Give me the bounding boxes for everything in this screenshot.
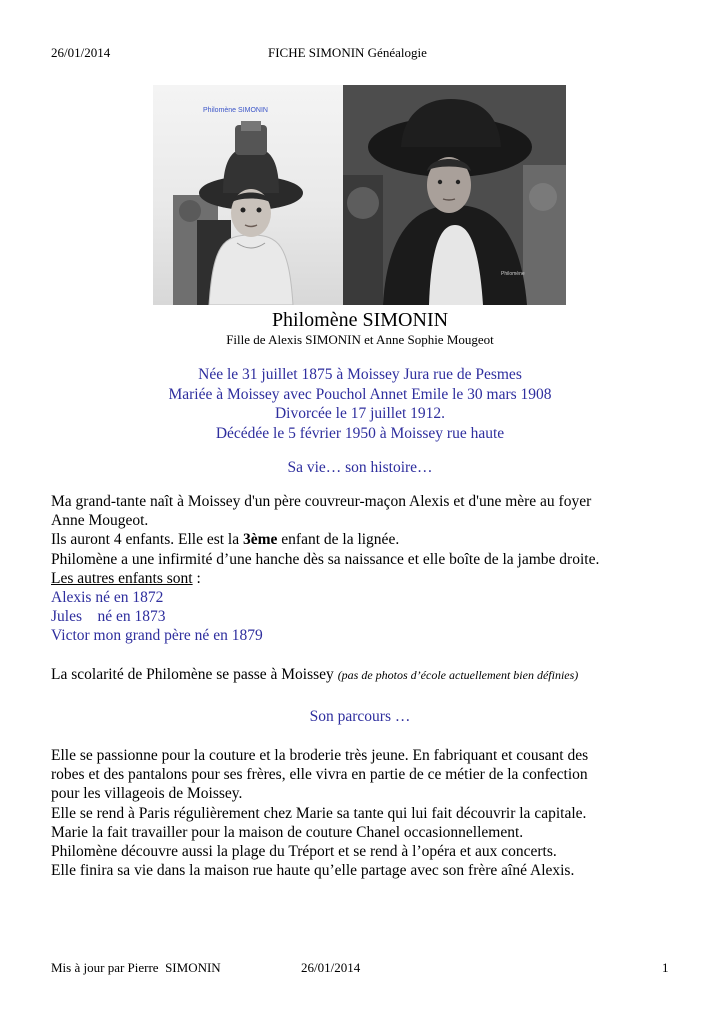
paragraph-infirmity: Philomène a une infirmité d’une hanche dès sa naissance et elle boîte de la jambe droite.	[51, 550, 600, 568]
paragraph-line: Elle se rend à Paris régulièrement chez Marie sa tante qui lui fait découvrir la capitale.	[51, 804, 587, 822]
header-date: 26/01/2014	[51, 45, 111, 60]
photo-right-watermark: Philomène	[501, 271, 525, 277]
photo-left-label: Philomène SIMONIN	[203, 107, 268, 114]
text-run: La scolarité de Philomène se passe à Moissey	[51, 665, 338, 683]
children-heading-label: Les autres enfants sont	[51, 569, 193, 587]
footer-date: 26/01/2014	[301, 960, 361, 975]
section-life-body	[51, 492, 681, 685]
bold-rank: 3ème	[242, 531, 278, 549]
paragraph-school	[51, 665, 681, 685]
person-name: Philomène SIMONIN	[271, 309, 449, 331]
paragraph-line: pour les villageois de Moissey.	[51, 785, 243, 803]
portrait-right-illustration	[343, 85, 566, 305]
portrait-left-illustration	[153, 85, 343, 305]
paragraph-line: Anne Mougeot.	[51, 512, 149, 530]
child-item: Alexis né en 1872	[51, 589, 164, 607]
event-divorce: Divorcée le 17 juillet 1912.	[274, 405, 446, 422]
paragraph-line: Ma grand-tante naît à Moissey d'un père couvreur-maçon Alexis et d'une mère au foyer	[51, 493, 592, 510]
children-heading	[51, 569, 681, 588]
event-marriage: Mariée à Moissey avec Pouchol Annet Emile le 30 mars 1908	[168, 385, 552, 403]
paragraph-line: Elle finira sa vie dans la maison rue haute qu’elle partage avec son frère aîné Alexis.	[51, 862, 575, 880]
footer-page-number: 1	[662, 960, 669, 975]
header-title: FICHE SIMONIN Généalogie	[268, 45, 427, 60]
school-note: (pas de photos d’école actuellement bien définies)	[337, 667, 579, 682]
text-run: enfant de la lignée.	[277, 531, 400, 549]
paragraph-line: Elle se passionne pour la couture et la broderie très jeune. En fabriquant et cousant des	[51, 747, 589, 764]
footer-updated-by: Mis à jour par Pierre SIMONIN	[51, 960, 221, 975]
section-heading-career: Son parcours …	[309, 708, 411, 725]
section-heading-life: Sa vie… son histoire…	[287, 459, 433, 476]
photo-pair	[153, 85, 566, 305]
paragraph-children-count	[51, 530, 681, 549]
paragraph-line: Philomène découvre aussi la plage du Tréport et se rend à l’opéra et aux concerts.	[51, 843, 557, 861]
portrait-photo-right	[343, 85, 566, 305]
event-death: Décédée le 5 février 1950 à Moissey rue haute	[215, 424, 505, 442]
paragraph-line: robes et des pantalons pour ses frères, elle vivra en partie de ce métier de la confection	[51, 766, 588, 784]
paragraph-line: Marie la fait travailler pour la maison de couture Chanel occasionnellement.	[51, 823, 524, 841]
text-run: Ils auront 4 enfants. Elle est la	[51, 531, 243, 549]
event-birth: Née le 31 juillet 1875 à Moissey Jura rue de Pesmes	[198, 366, 522, 383]
events-block	[0, 365, 720, 443]
child-item: Victor mon grand père né en 1879	[51, 627, 263, 645]
portrait-photo-left	[153, 85, 343, 305]
person-parents: Fille de Alexis SIMONIN et Anne Sophie Mougeot	[226, 332, 494, 347]
section-career-body	[51, 746, 681, 880]
text-run: :	[192, 569, 201, 587]
child-item: Jules né en 1873	[51, 608, 166, 626]
